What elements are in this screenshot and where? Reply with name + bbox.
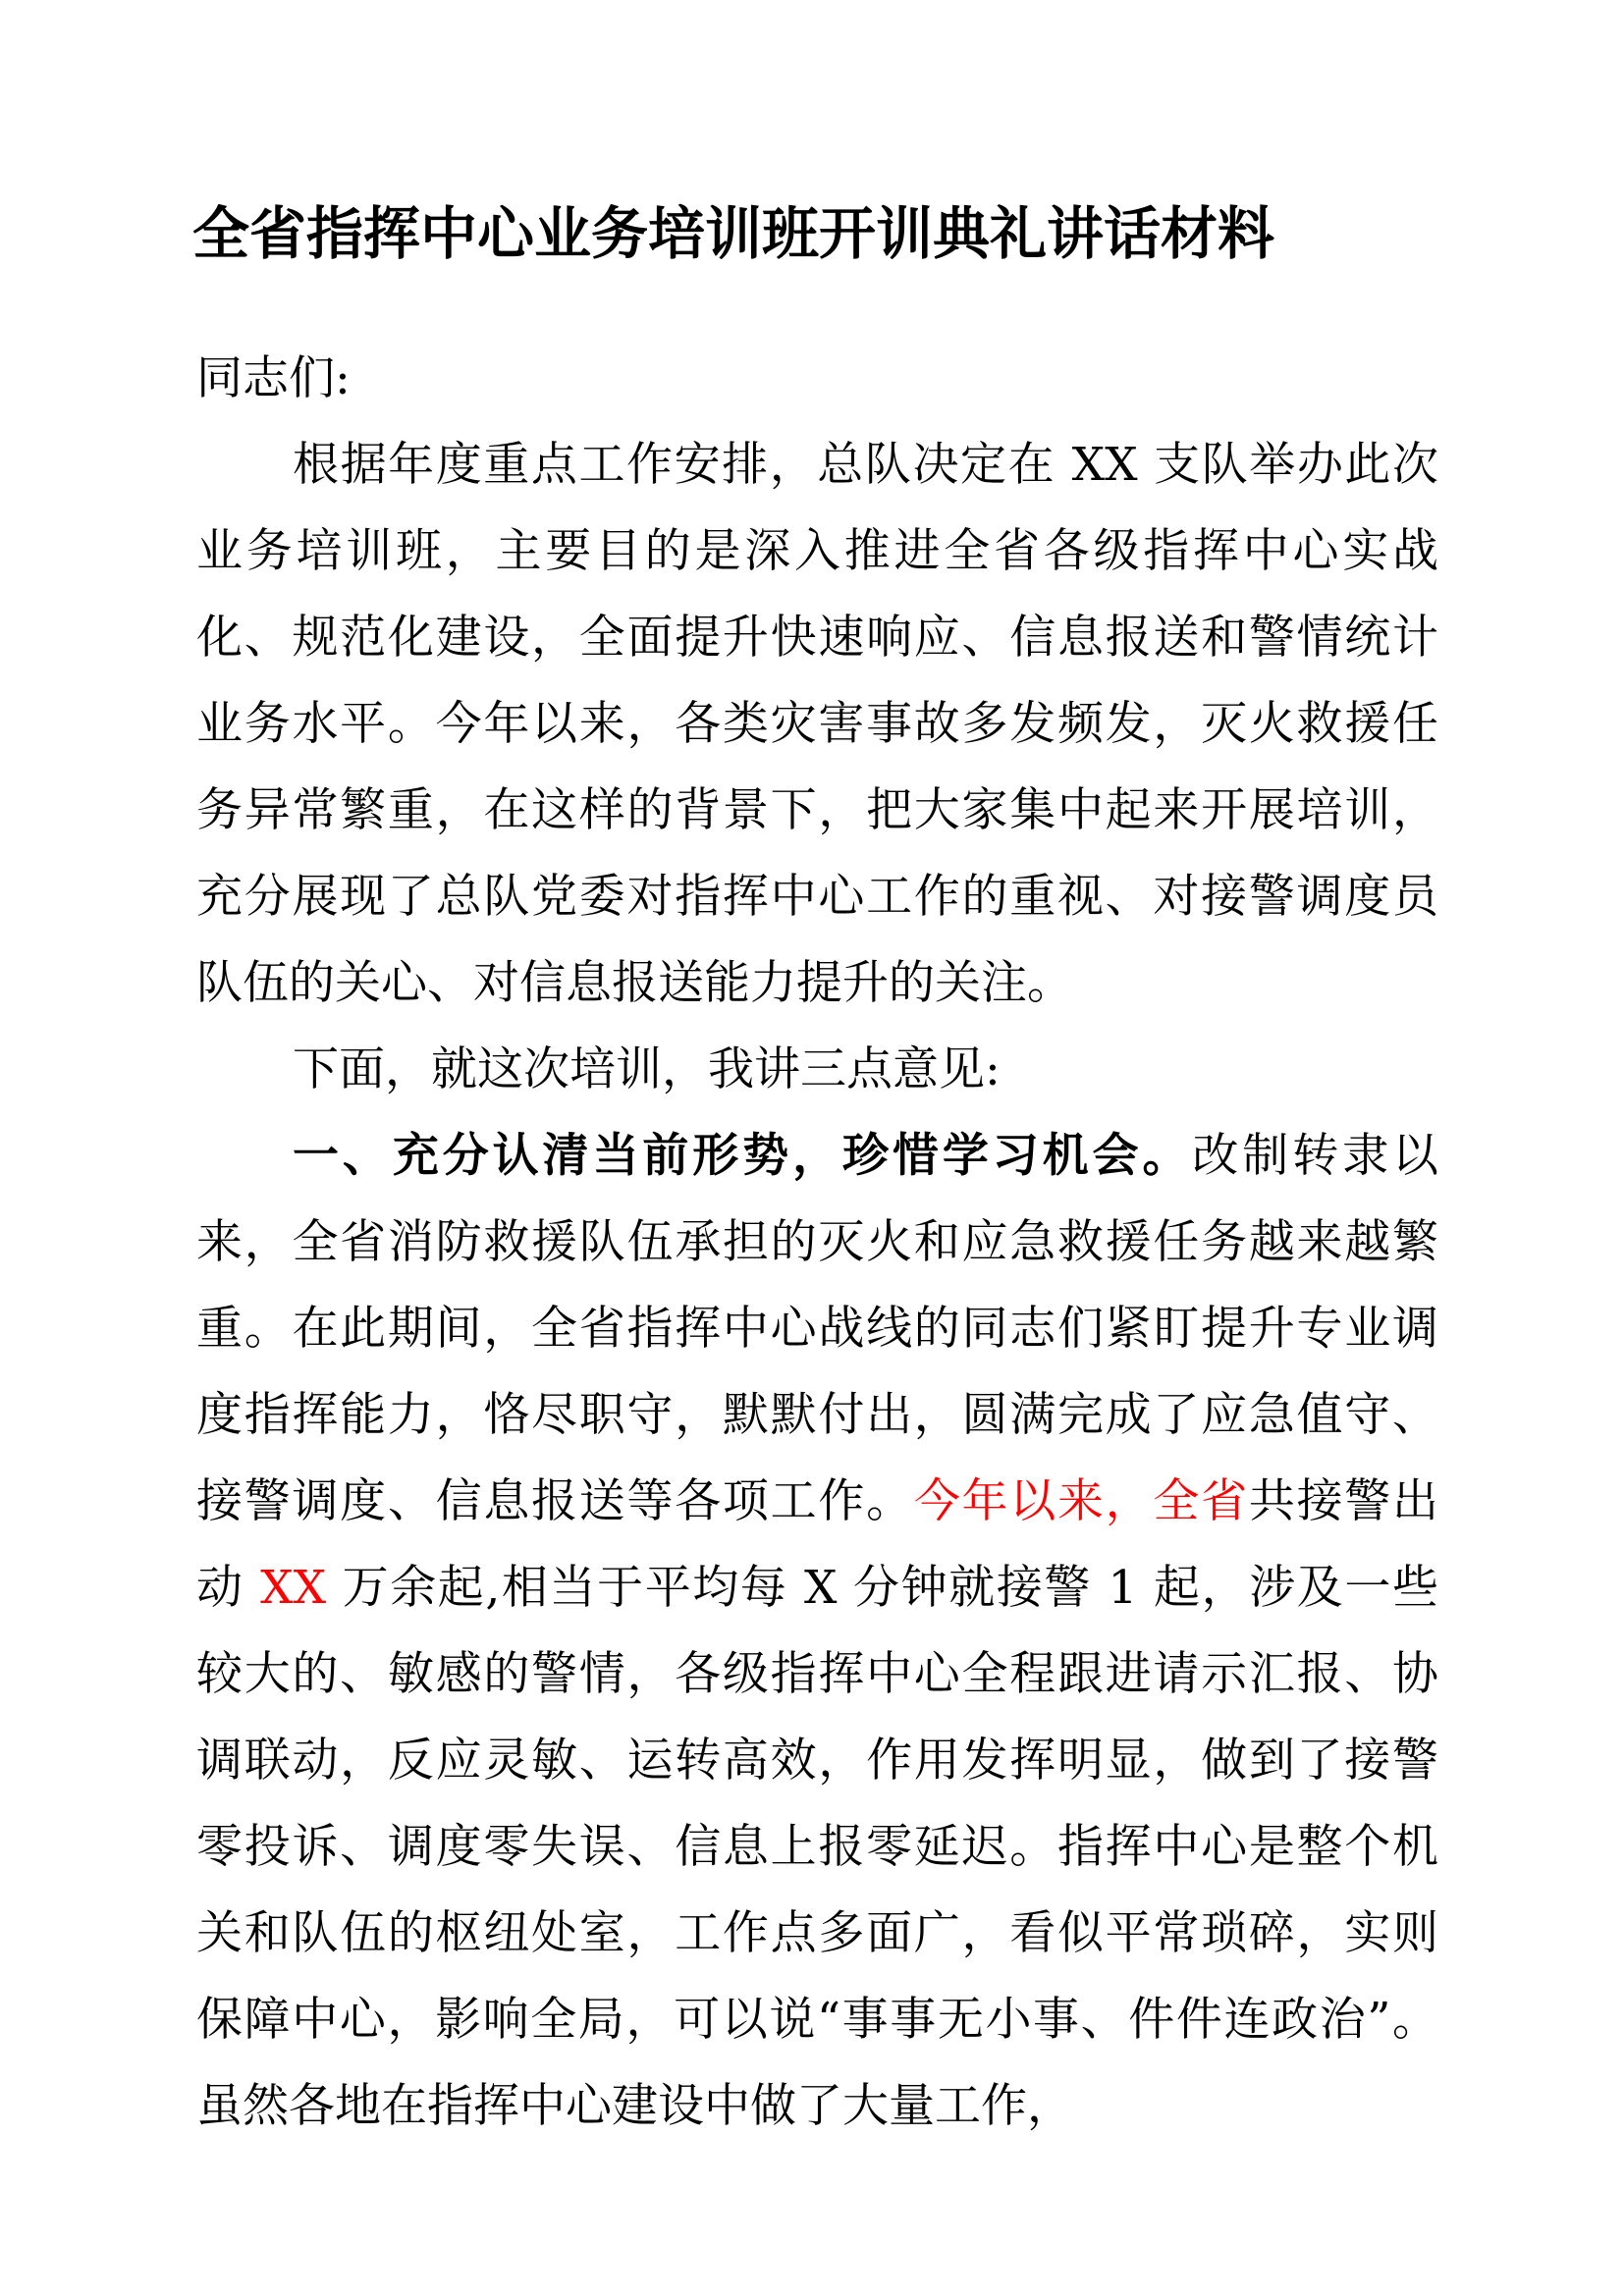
section-1-paragraph [196,1113,1438,2150]
section-1-text-a: 改制转隶以来，全省消防救援队伍承担的灭火和应急救援任务越来越繁重。在此期间，全省指挥中心战线的同志们紧盯提升专业调度指挥能力，恪尽职守，默默付出，圆满完成了应急值守、接警调度、信息报送等各项工作。 [196,1129,1439,1528]
highlight-count: XX [260,1561,327,1615]
document-title: 全省指挥中心业务培训班开训典礼讲话材料 [192,200,1275,267]
section-1-text-c: 万余起,相当于平均每 X 分钟就接警 1 起，涉及一些较大的、敏感的警情，各级指挥中心全程跟进请示汇报、协调联动，反应灵敏、运转高效，作用发挥明显，做到了接警零投诉、调度零失误、信息上报零延迟。指挥中心是整个机关和队伍的枢纽处室，工作点多面广，看似平常琐碎，实则保障中心，影响全局，可以说“事事无小事、件件连政治”。虽然各地在指挥中心建设中做了大量工作， [196,1561,1438,2133]
highlight-this-year: 今年以来，全省 [913,1474,1249,1528]
section-1-text-b: 共接警出动 [196,1474,1439,1615]
paragraph-outline: 下面，就这次培训，我讲三点意见: [293,1042,1001,1096]
document-body [196,336,1438,2150]
salutation: 同志们: [196,351,351,405]
section-1-heading: 一、充分认清当前形势，珍惜学习机会。 [293,1129,1193,1183]
paragraph-intro: 根据年度重点工作安排，总队决定在 XX 支队举办此次业务培训班，主要目的是深入推进全省各级指挥中心实战化、规范化建设，全面提升快速响应、信息报送和警情统计业务水平。今年以来，各类灾害事故多发频发，灭火救援任务异常繁重，在这样的背景下，把大家集中起来开展培训，充分展现了总队党委对指挥中心工作的重视、对接警调度员队伍的关心、对信息报送能力提升的关注。 [196,438,1438,1010]
